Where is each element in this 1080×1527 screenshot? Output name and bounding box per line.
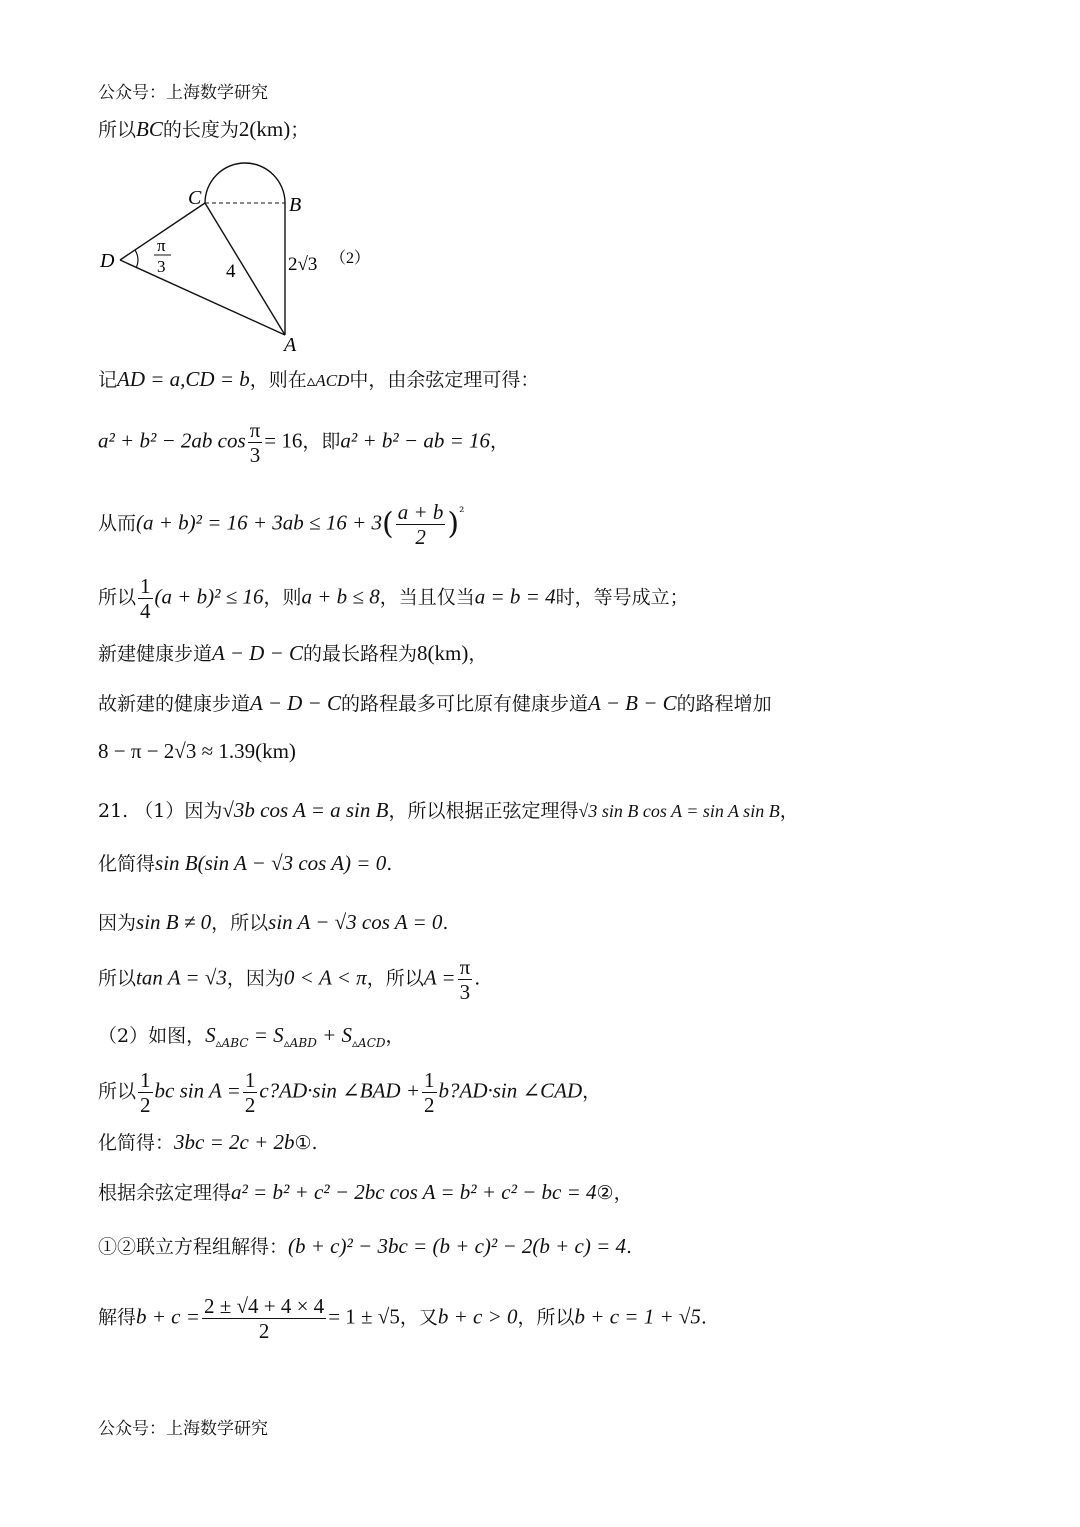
angle-numerator: π (157, 236, 166, 255)
text-fragment: ； (290, 119, 310, 141)
math-fragment: a + b ≤ 8 (301, 584, 380, 609)
text-fragment: 化简得： (98, 1132, 175, 1154)
math-fragment: bc sin A = (154, 1078, 241, 1103)
text-fragment: 新建健康步道 (98, 643, 213, 665)
denominator: 2 (244, 1093, 256, 1117)
text-fragment: ，即 (302, 430, 341, 453)
segment-ca (205, 203, 285, 335)
text-fragment: 从而 (98, 512, 137, 535)
fraction-pi-over-3 (458, 955, 473, 1004)
label-b: B (289, 194, 302, 216)
text-fragment: . (442, 912, 449, 934)
exponent: ² (459, 505, 465, 520)
math-fragment: = 16 (264, 428, 303, 453)
math-fragment: a² = b² + c² − 2bc cos A = b² + c² − bc = 4 (231, 1180, 597, 1204)
math-fragment: BC (136, 117, 163, 141)
text-fragment: ，所以 (517, 1306, 575, 1329)
text-fragment: ， (779, 800, 799, 822)
text-fragment: 所以 (98, 119, 137, 141)
math-fragment: 0 < A < π (283, 965, 367, 990)
text-line-5 (98, 574, 689, 623)
numerator: π (249, 418, 261, 442)
text-fragment: 的长度为 (162, 119, 239, 141)
math-fragment: A = (423, 965, 456, 990)
text-fragment: 所以 (98, 1080, 137, 1103)
math-fragment: 8(km) (417, 641, 469, 665)
math-fragment: b + c > 0 (437, 1304, 518, 1329)
text-line-6 (98, 640, 487, 667)
fraction-one-quarter (138, 574, 153, 623)
math-fragment: A − D − C (250, 691, 341, 715)
text-fragment: 化简得 (98, 853, 156, 875)
text-fragment: ①. (294, 1132, 318, 1154)
math-fragment: + S (316, 1023, 352, 1047)
text-line-10 (98, 850, 392, 877)
angle-denominator: 3 (157, 257, 166, 276)
text-fragment: 记 (98, 369, 118, 391)
subscript: ▵ACD (352, 1035, 386, 1050)
fraction-one-half (138, 1068, 153, 1117)
segment-da (120, 260, 285, 335)
text-fragment: 故新建的健康步道 (98, 693, 251, 715)
math-fragment: c?AD·sin ∠BAD + (259, 1078, 421, 1103)
text-line-16 (98, 1179, 633, 1206)
math-fragment: sin A − √3 cos A = 0 (268, 910, 443, 934)
text-fragment: 解得 (98, 1306, 137, 1329)
numerator: 2 ± √4 + 4 × 4 (203, 1294, 325, 1318)
text-line-9 (98, 797, 799, 824)
text-line-14 (98, 1068, 601, 1117)
denominator: 2 (258, 1319, 270, 1343)
text-line-4 (98, 500, 464, 549)
text-fragment: ，所以 (366, 967, 424, 990)
text-fragment: ， (385, 1025, 405, 1047)
semicircle-arc (205, 163, 285, 203)
text-fragment: . (386, 853, 393, 875)
math-fragment: (b + c)² − 3bc = (b + c)² − 2(b + c) = 4 (288, 1234, 627, 1258)
text-fragment: ，因为 (226, 967, 284, 990)
text-fragment: 中，由余弦定理可得： (349, 369, 540, 391)
math-fragment: 8 − π − 2√3 ≈ 1.39(km) (98, 739, 296, 763)
text-fragment: （2）如图， (98, 1025, 206, 1047)
text-fragment: ， (468, 643, 488, 665)
text-fragment: 时，等号成立； (555, 586, 689, 609)
text-line-13 (98, 1022, 405, 1056)
text-fragment: 的路程增加 (676, 693, 772, 715)
math-fragment: ▵ACD (306, 371, 350, 390)
denominator: 4 (140, 599, 151, 623)
text-fragment: ，所以 (211, 912, 269, 934)
math-fragment: b?AD·sin ∠CAD (438, 1078, 583, 1103)
numerator: 1 (244, 1068, 256, 1092)
text-fragment: 因为 (98, 912, 137, 934)
text-fragment: 所以 (98, 586, 137, 609)
math-fragment: A − B − C (588, 691, 677, 715)
text-fragment: 所以 (98, 967, 137, 990)
math-fragment: b + c = 1 + √5 (574, 1304, 701, 1329)
part-label: （2） (330, 250, 371, 267)
denominator: 3 (249, 443, 261, 467)
math-fragment: b + c = (136, 1304, 200, 1329)
text-fragment: 的路程最多可比原有健康步道 (340, 693, 588, 715)
math-fragment: tan A = √3 (136, 965, 227, 990)
math-fragment: √3 sin B cos A = sin A sin B (578, 801, 780, 821)
text-line-18 (98, 1294, 707, 1343)
numerator: π (459, 955, 471, 979)
denominator: 2 (140, 1093, 151, 1117)
geometry-diagram (90, 155, 390, 355)
fraction-one-half (422, 1068, 437, 1117)
denominator: 3 (459, 980, 471, 1004)
right-paren: ) (447, 506, 460, 542)
fraction-one-half (243, 1068, 258, 1117)
fraction-a-plus-b-over-2 (396, 500, 446, 549)
subscript: ▵ABC (215, 1035, 249, 1050)
text-line-8 (98, 738, 296, 765)
text-fragment: ，所以根据正弦定理得 (388, 800, 579, 822)
text-fragment: ①②联立方程组解得： (98, 1236, 289, 1258)
math-fragment: (a + b)² = 16 + 3ab ≤ 16 + 3 (136, 510, 383, 535)
math-fragment: a² + b² − 2ab cos (98, 428, 246, 453)
denominator: 2 (415, 525, 426, 549)
left-paren: ( (382, 506, 394, 542)
text-line-7 (98, 690, 772, 717)
page-header: 公众号：上海数学研究 (98, 83, 268, 103)
text-fragment: . (474, 967, 481, 990)
text-fragment: ，又 (399, 1306, 438, 1329)
label-d: D (100, 250, 115, 272)
text-fragment: ， (582, 1080, 602, 1103)
label-a: A (284, 334, 297, 355)
math-fragment: sin B ≠ 0 (136, 910, 212, 934)
angle-arc (135, 250, 138, 268)
text-line-1 (98, 116, 309, 143)
text-fragment: . (626, 1236, 633, 1258)
text-line-11 (98, 909, 448, 936)
text-line-3 (98, 418, 509, 467)
math-fragment: = S (248, 1023, 284, 1047)
text-line-15 (98, 1129, 318, 1156)
text-fragment: ，则 (263, 586, 302, 609)
math-fragment: a = b = 4 (474, 584, 556, 609)
math-fragment: A − D − C (212, 641, 303, 665)
text-fragment: 21. （1）因为 (98, 800, 223, 822)
text-fragment: ②， (596, 1182, 633, 1204)
denominator: 2 (424, 1093, 435, 1117)
text-fragment: ，当且仅当 (379, 586, 475, 609)
text-fragment: ， (490, 430, 510, 453)
numerator: 1 (424, 1068, 435, 1092)
math-fragment: = 1 ± √5 (328, 1304, 400, 1329)
math-fragment: sin B(sin A − √3 cos A) = 0 (155, 851, 387, 875)
math-fragment: S (205, 1023, 216, 1047)
math-fragment: AD = a,CD = b (117, 367, 250, 391)
side-ac-label: 4 (226, 261, 236, 282)
math-fragment: a² + b² − ab = 16 (340, 428, 491, 453)
side-ab-label: 2√3 (288, 254, 318, 275)
math-fragment: (a + b)² ≤ 16 (154, 584, 264, 609)
page-footer: 公众号：上海数学研究 (98, 1419, 268, 1439)
subscript: ▵ABD (283, 1035, 317, 1050)
numerator: 1 (140, 574, 151, 598)
math-fragment: √3b cos A = a sin B (222, 798, 389, 822)
numerator: 1 (140, 1068, 151, 1092)
text-fragment: 的最长路程为 (302, 643, 417, 665)
text-fragment: ，则在 (249, 369, 307, 391)
text-line-12 (98, 955, 480, 1004)
text-fragment: . (700, 1306, 707, 1329)
math-fragment: 2(km) (238, 117, 291, 141)
fraction-quadratic-root (202, 1294, 326, 1343)
text-line-17 (98, 1233, 632, 1260)
text-line-2 (98, 366, 539, 394)
text-fragment: 根据余弦定理得 (98, 1182, 232, 1204)
label-c: C (188, 187, 202, 209)
fraction-pi-over-3 (248, 418, 263, 467)
math-fragment: 3bc = 2c + 2b (174, 1130, 295, 1154)
numerator: a + b (397, 500, 444, 524)
